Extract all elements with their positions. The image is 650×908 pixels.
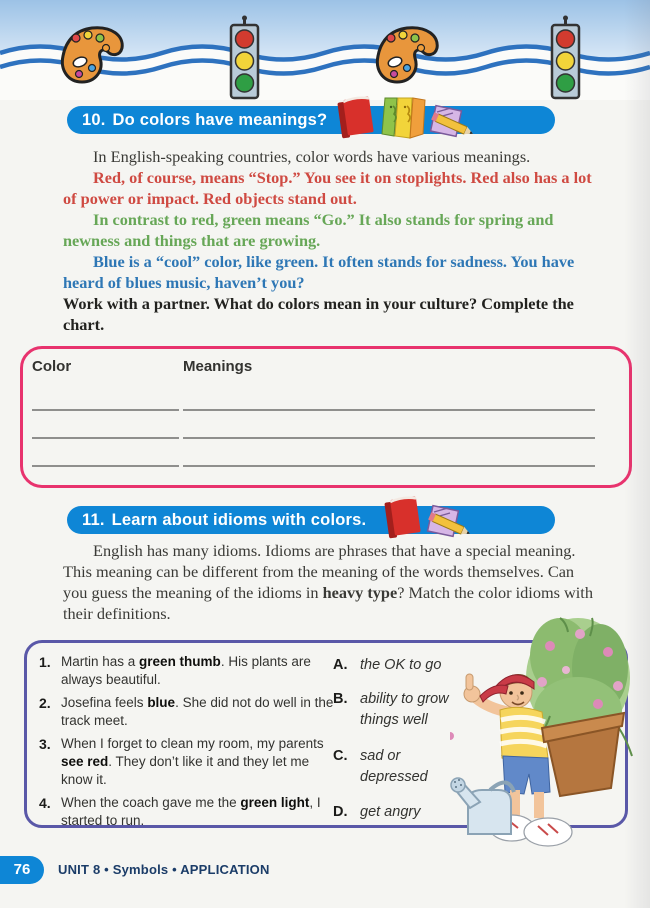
item-text-pre: When I forget to clean my room, my parents <box>61 736 324 751</box>
partner-instruction: Work with a partner. What do colors mean in your culture? Complete the chart. <box>63 294 574 334</box>
page-number-tab <box>0 856 44 884</box>
section10-number: 10. <box>82 111 106 129</box>
flower-pot <box>542 713 624 796</box>
item-number: 2. <box>39 695 51 711</box>
item-text <box>61 735 335 789</box>
section11-reading <box>63 540 600 624</box>
idioms-paragraph-post: ? Match the color idioms with their definitions. <box>63 583 593 623</box>
blue-meaning-paragraph: Blue is a “cool” color, like green. It often stands for sadness. You have heard of blues music, haven’t you? <box>63 252 575 292</box>
option-text: get angry <box>360 804 421 820</box>
item-text-post: . His plants are always beautiful. <box>61 654 311 687</box>
item-idiom: blue <box>147 695 176 710</box>
item-text-post: . They don’t like it and they let me know it. <box>61 754 310 787</box>
unit-footer: UNIT 8 • Symbols • APPLICATION <box>58 862 270 877</box>
option-text: sad or depressed <box>360 748 428 785</box>
idiom-item-3[interactable] <box>39 735 335 789</box>
face-cards-icon <box>382 98 425 138</box>
section10-title: Do colors have meanings? <box>112 111 328 129</box>
item-idiom: see red <box>61 754 109 769</box>
item-number: 1. <box>39 654 51 670</box>
definition-options <box>333 655 469 823</box>
item-text <box>61 794 335 830</box>
section10-banner <box>67 106 555 134</box>
item-text-pre: Martin has a <box>61 654 140 669</box>
item-text-pre: Josefina feels <box>61 695 148 710</box>
page-number: 76 <box>13 861 31 878</box>
item-number: 4. <box>39 795 51 811</box>
intro-paragraph: In English-speaking countries, color words have various meanings. <box>93 147 531 166</box>
option-b[interactable] <box>333 689 469 731</box>
red-meaning-paragraph: Red, of course, means “Stop.” You see it on stoplights. Red also has a lot of power or impact. Red objects stand out. <box>63 168 592 208</box>
pencil-icon <box>428 506 472 538</box>
option-letter: D. <box>333 804 348 820</box>
color-meanings-chart <box>20 346 632 488</box>
chart-blank-color-3[interactable] <box>32 465 179 467</box>
item-text-post: . She did not do well in the track meet. <box>61 695 334 728</box>
traffic-light-icon <box>552 16 579 99</box>
pencil-icon <box>431 106 475 138</box>
chart-blank-color-2[interactable] <box>32 437 179 439</box>
idiom-items <box>39 653 335 835</box>
chart-column-meanings: Meanings <box>183 358 253 375</box>
option-text: ability to grow things well <box>360 691 449 728</box>
idioms-paragraph-pre: English has many idioms. Idioms are phrases that have a special meaning. This meaning can be different from the meaning of the words themselves. Can you guess the meaning of the idioms in <box>63 541 576 602</box>
item-text <box>61 653 335 689</box>
option-letter: A. <box>333 657 348 673</box>
option-letter: C. <box>333 748 348 764</box>
item-text-post: , I started to run. <box>61 795 321 828</box>
boy-with-potted-plant-illustration <box>450 616 640 858</box>
red-book-icon <box>384 496 421 538</box>
option-d[interactable] <box>333 802 469 823</box>
idiom-item-1[interactable] <box>39 653 335 689</box>
chart-blank-meaning-1[interactable] <box>183 409 595 411</box>
section11-banner-icons <box>382 494 482 546</box>
idioms-paragraph <box>63 540 600 624</box>
item-text-pre: When the coach gave me the <box>61 795 241 810</box>
item-number: 3. <box>39 736 51 752</box>
option-c[interactable] <box>333 746 469 788</box>
chart-blank-color-1[interactable] <box>32 409 179 411</box>
chart-blank-meaning-3[interactable] <box>183 465 595 467</box>
traffic-light-icon <box>231 16 258 99</box>
item-idiom: green thumb <box>139 654 221 669</box>
option-a[interactable] <box>333 655 469 676</box>
idiom-item-2[interactable] <box>39 694 335 730</box>
idioms-paragraph-bold: heavy type <box>322 583 398 602</box>
chart-blank-meaning-2[interactable] <box>183 437 595 439</box>
section10-banner-icons <box>335 94 475 146</box>
section11-title: Learn about idioms with colors. <box>111 511 367 529</box>
chart-column-color: Color <box>32 358 72 375</box>
option-text: the OK to go <box>360 657 442 673</box>
section10-reading <box>63 146 600 335</box>
item-idiom: green light <box>240 795 310 810</box>
idiom-item-4[interactable] <box>39 794 335 830</box>
top-border-band <box>0 0 650 100</box>
green-meaning-paragraph: In contrast to red, green means “Go.” It also stands for spring and newness and things that are growing. <box>63 210 554 250</box>
red-book-icon <box>337 96 374 138</box>
section11-number: 11. <box>82 511 105 529</box>
item-text <box>61 694 335 730</box>
option-letter: B. <box>333 691 348 707</box>
